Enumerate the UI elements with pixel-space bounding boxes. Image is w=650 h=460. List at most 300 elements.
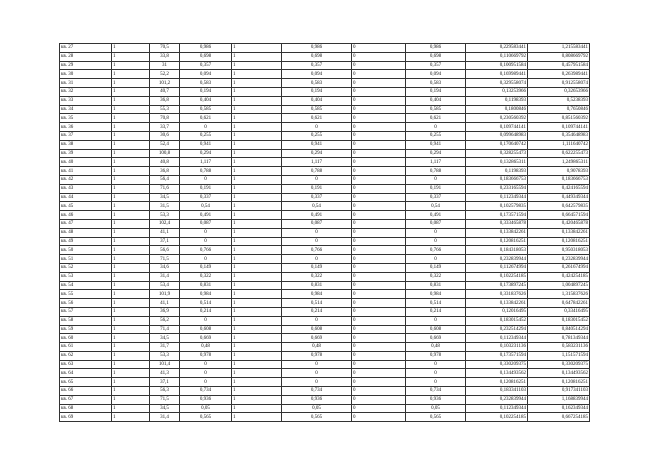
row-label-cell: кв. 30 <box>60 70 112 79</box>
table-cell: 0 <box>282 360 352 369</box>
row-label-cell: кв. 44 <box>60 193 112 202</box>
table-cell: 0,112349344 <box>466 334 528 343</box>
table-cell: 0,669 <box>180 334 232 343</box>
table-cell: 0,112349344 <box>466 404 528 413</box>
table-cell: 1 <box>112 334 150 343</box>
table-cell: 1 <box>112 237 150 246</box>
row-label-cell: кв. 51 <box>60 255 112 264</box>
table-cell: 0 <box>282 316 352 325</box>
table-cell: 1 <box>112 140 150 149</box>
table-row <box>60 387 590 396</box>
table-cell: 0,149 <box>180 263 232 272</box>
row-label-cell: кв. 62 <box>60 351 112 360</box>
table-cell: 0,05 <box>282 404 352 413</box>
table-cell: 0,766 <box>282 246 352 255</box>
table-cell: 0 <box>180 255 232 264</box>
table-cell: 1 <box>232 404 282 413</box>
table-cell: 1,315837626 <box>528 290 590 299</box>
table-cell: 1 <box>232 351 282 360</box>
data-table <box>59 43 590 422</box>
table-cell: 0 <box>352 351 406 360</box>
table-row <box>60 167 590 176</box>
table-cell: 0,102579835 <box>466 202 528 211</box>
table-cell: 0,103231136 <box>466 343 528 352</box>
table-cell: 0 <box>406 316 466 325</box>
table-cell: 0,191 <box>180 184 232 193</box>
table-cell: 0,781349344 <box>528 334 590 343</box>
table-cell: 1 <box>232 158 282 167</box>
table-cell: 0,112674994 <box>466 263 528 272</box>
table-cell: 0,05 <box>180 404 232 413</box>
row-label-cell: кв. 36 <box>60 123 112 132</box>
table-cell: 1 <box>112 413 150 422</box>
table-cell: 36,8 <box>150 96 180 105</box>
table-cell: 0,214 <box>406 307 466 316</box>
table-cell: 1 <box>232 202 282 211</box>
table-cell: 1 <box>112 290 150 299</box>
table-cell: 0,608 <box>406 325 466 334</box>
table-cell: 0 <box>406 360 466 369</box>
table-row <box>60 360 590 369</box>
table-row <box>60 334 590 343</box>
table-cell: 0 <box>352 184 406 193</box>
table-cell: 1 <box>112 281 150 290</box>
table-cell: 1 <box>112 395 150 404</box>
table-cell: 0,622255473 <box>528 149 590 158</box>
table-cell: 34,5 <box>150 334 180 343</box>
row-label-cell: кв. 48 <box>60 228 112 237</box>
table-cell: 0,261674994 <box>528 263 590 272</box>
row-label-cell: кв. 61 <box>60 343 112 352</box>
table-cell: 0,583 <box>180 79 232 88</box>
table-cell: 0,194 <box>180 87 232 96</box>
table-cell: 0 <box>352 114 406 123</box>
table-row <box>60 158 590 167</box>
table-cell: 0,109744141 <box>466 123 528 132</box>
table-cell: 0 <box>352 334 406 343</box>
table-cell: 1 <box>112 255 150 264</box>
table-cell: 0,094 <box>406 70 466 79</box>
table-cell: 102,4 <box>150 219 180 228</box>
table-cell: 40,8 <box>150 158 180 167</box>
table-cell: 1 <box>112 123 150 132</box>
table-cell: 0,120816251 <box>466 237 528 246</box>
table-cell: 1,215583441 <box>528 44 590 53</box>
row-label-cell: кв. 60 <box>60 334 112 343</box>
table-cell: 1,168839944 <box>528 395 590 404</box>
table-row <box>60 343 590 352</box>
table-cell: 1 <box>232 334 282 343</box>
table-cell: 33,7 <box>150 123 180 132</box>
table-cell: 101,4 <box>150 360 180 369</box>
row-label-cell: кв. 32 <box>60 87 112 96</box>
table-cell: 0,328255473 <box>466 149 528 158</box>
table-cell: 0,54 <box>180 202 232 211</box>
table-cell: 0 <box>352 105 406 114</box>
table-row <box>60 263 590 272</box>
table-cell: 56,2 <box>150 316 180 325</box>
table-cell: 1 <box>232 105 282 114</box>
table-cell: 0,133842261 <box>466 299 528 308</box>
table-cell: 0,941 <box>180 140 232 149</box>
table-row <box>60 114 590 123</box>
table-cell: 0 <box>352 149 406 158</box>
table-cell: 1 <box>112 44 150 53</box>
table-cell: 33,8 <box>150 52 180 61</box>
row-label-cell: кв. 57 <box>60 307 112 316</box>
row-label-cell: кв. 35 <box>60 114 112 123</box>
table-row <box>60 413 590 422</box>
table-cell: 0,32653966 <box>528 87 590 96</box>
table-cell: 0 <box>406 123 466 132</box>
table-cell: 0,583 <box>282 79 352 88</box>
table-row <box>60 395 590 404</box>
row-label-cell: кв. 64 <box>60 369 112 378</box>
table-cell: 0,514 <box>180 299 232 308</box>
table-cell: 0,354648983 <box>528 131 590 140</box>
table-cell: 1,151571594 <box>528 351 590 360</box>
table-cell: 0 <box>406 175 466 184</box>
table-cell: 0,565 <box>180 413 232 422</box>
table-cell: 0,788 <box>406 167 466 176</box>
table-cell: 0,183015452 <box>466 316 528 325</box>
table-cell: 0,831 <box>282 281 352 290</box>
table-cell: 0,183341103 <box>466 387 528 396</box>
row-label-cell: кв. 49 <box>60 237 112 246</box>
table-cell: 0,229583441 <box>466 44 528 53</box>
row-label-cell: кв. 66 <box>60 387 112 396</box>
table-cell: 1 <box>112 52 150 61</box>
row-label-cell: кв. 31 <box>60 79 112 88</box>
table-cell: 0 <box>352 281 406 290</box>
table-cell: 0 <box>406 237 466 246</box>
table-cell: 1 <box>112 263 150 272</box>
row-label-cell: кв. 29 <box>60 61 112 70</box>
table-cell: 0 <box>180 360 232 369</box>
table-cell: 0 <box>352 52 406 61</box>
table-cell: 1 <box>112 299 150 308</box>
table-row <box>60 404 590 413</box>
table-cell: 1 <box>112 114 150 123</box>
table-cell: 0 <box>352 395 406 404</box>
table-cell: 0 <box>282 369 352 378</box>
table-cell: 1 <box>112 149 150 158</box>
table-cell: 0,457951584 <box>528 61 590 70</box>
table-cell: 0,831 <box>406 281 466 290</box>
table-cell: 0,984 <box>282 290 352 299</box>
table-cell: 1 <box>112 70 150 79</box>
table-cell: 0 <box>352 413 406 422</box>
table-cell: 0,941 <box>406 140 466 149</box>
table-cell: 1 <box>232 360 282 369</box>
table-cell: 31 <box>150 61 180 70</box>
table-cell: 0,214 <box>180 307 232 316</box>
row-label-cell: кв. 42 <box>60 175 112 184</box>
table-cell: 1 <box>112 61 150 70</box>
table-row <box>60 307 590 316</box>
table-cell: 0,978 <box>406 351 466 360</box>
table-cell: 31,5 <box>150 202 180 211</box>
table-cell: 0,133842261 <box>466 228 528 237</box>
table-cell: 101,2 <box>150 79 180 88</box>
table-cell: 0 <box>180 316 232 325</box>
table-cell: 1 <box>232 167 282 176</box>
table-cell: 0,087 <box>282 219 352 228</box>
table-cell: 0,05 <box>406 404 466 413</box>
table-cell: 0,12016495 <box>466 307 528 316</box>
row-label-cell: кв. 53 <box>60 272 112 281</box>
table-cell: 1 <box>232 44 282 53</box>
table-cell: 0,255 <box>282 131 352 140</box>
table-cell: 0,788 <box>282 167 352 176</box>
table-cell: 0,294 <box>406 149 466 158</box>
table-cell: 31,4 <box>150 413 180 422</box>
table-cell: 0,514 <box>406 299 466 308</box>
table-cell: 1 <box>112 219 150 228</box>
table-cell: 0,184318053 <box>466 246 528 255</box>
table-cell: 0,357 <box>282 61 352 70</box>
table-cell: 0,183666753 <box>528 175 590 184</box>
table-cell: 41,1 <box>150 299 180 308</box>
table-row <box>60 193 590 202</box>
table-cell: 37,1 <box>150 237 180 246</box>
table-cell: 0,941 <box>282 140 352 149</box>
table-cell: 1 <box>112 202 150 211</box>
table-cell: 0,766 <box>406 246 466 255</box>
table-cell: 0,9078393 <box>528 167 590 176</box>
row-label-cell: кв. 68 <box>60 404 112 413</box>
row-label-cell: кв. 47 <box>60 219 112 228</box>
table-cell: 0,120816251 <box>528 237 590 246</box>
row-label-cell: кв. 52 <box>60 263 112 272</box>
table-cell: 0,120816251 <box>466 378 528 387</box>
table-cell: 0,851560392 <box>528 114 590 123</box>
table-cell: 0,331837626 <box>466 290 528 299</box>
table-cell: 0,7650846 <box>528 105 590 114</box>
table-cell: 0 <box>352 193 406 202</box>
table-cell: 36,9 <box>150 307 180 316</box>
table-cell: 0,608 <box>282 325 352 334</box>
table-cell: 0,936 <box>180 395 232 404</box>
table-cell: 0 <box>352 325 406 334</box>
table-cell: 0,978 <box>180 351 232 360</box>
table-cell: 0 <box>352 175 406 184</box>
table-cell: 0,109744141 <box>528 123 590 132</box>
row-label-cell: кв. 63 <box>60 360 112 369</box>
table-cell: 0,330209375 <box>466 360 528 369</box>
table-cell: 1 <box>112 351 150 360</box>
table-cell: 1 <box>232 343 282 352</box>
table-row <box>60 325 590 334</box>
table-cell: 0,608 <box>180 325 232 334</box>
table-cell: 0,936 <box>282 395 352 404</box>
table-row <box>60 44 590 53</box>
table-cell: 0,583231136 <box>528 343 590 352</box>
table-row <box>60 378 590 387</box>
table-cell: 1 <box>232 316 282 325</box>
table-cell: 0,808669792 <box>528 52 590 61</box>
table-cell: 1 <box>232 87 282 96</box>
table-cell: 0 <box>352 237 406 246</box>
table-cell: 1 <box>112 228 150 237</box>
table-cell: 0,263989441 <box>528 70 590 79</box>
table-cell: 0,173571594 <box>466 351 528 360</box>
row-label-cell: кв. 37 <box>60 131 112 140</box>
table-cell: 1 <box>112 369 150 378</box>
table-cell: 0,621 <box>282 114 352 123</box>
table-cell: 0,936 <box>406 395 466 404</box>
table-cell: 0,322 <box>406 272 466 281</box>
table-cell: 0,404 <box>406 96 466 105</box>
table-cell: 0,337 <box>406 193 466 202</box>
table-cell: 52,4 <box>150 140 180 149</box>
table-cell: 1 <box>112 325 150 334</box>
table-cell: 0,669 <box>406 334 466 343</box>
row-label-cell: кв. 40 <box>60 158 112 167</box>
row-label-cell: кв. 59 <box>60 325 112 334</box>
table-cell: 1 <box>112 87 150 96</box>
table-row <box>60 211 590 220</box>
table-cell: 0,149 <box>282 263 352 272</box>
table-cell: 1 <box>232 281 282 290</box>
table-cell: 0,094 <box>180 70 232 79</box>
table-cell: 0,337 <box>282 193 352 202</box>
table-row <box>60 79 590 88</box>
table-cell: 0,13253966 <box>466 87 528 96</box>
table-cell: 0,984 <box>406 290 466 299</box>
table-row <box>60 299 590 308</box>
table-cell: 0,565 <box>282 413 352 422</box>
table-cell: 1 <box>112 167 150 176</box>
table-cell: 0 <box>352 96 406 105</box>
table-cell: 0,48 <box>180 343 232 352</box>
table-cell: 0,169989441 <box>466 70 528 79</box>
table-cell: 1 <box>232 325 282 334</box>
table-cell: 1 <box>112 105 150 114</box>
table-cell: 1 <box>232 255 282 264</box>
table-cell: 1 <box>232 131 282 140</box>
table-cell: 0 <box>352 316 406 325</box>
table-row <box>60 246 590 255</box>
table-cell: 1 <box>232 219 282 228</box>
table-cell: 1 <box>112 246 150 255</box>
table-cell: 71,5 <box>150 255 180 264</box>
table-cell: 1 <box>112 378 150 387</box>
table-cell: 0,491 <box>406 211 466 220</box>
table-cell: 0 <box>352 307 406 316</box>
table-row <box>60 70 590 79</box>
table-cell: 0,986 <box>180 44 232 53</box>
table-cell: 34,5 <box>150 193 180 202</box>
table-cell: 0,585 <box>282 105 352 114</box>
table-cell: 0,183015452 <box>528 316 590 325</box>
table-cell: 0,840514294 <box>528 325 590 334</box>
table-cell: 71,5 <box>150 395 180 404</box>
table-cell: 0 <box>352 255 406 264</box>
row-label-cell: кв. 67 <box>60 395 112 404</box>
table-cell: 0,664571594 <box>528 211 590 220</box>
table-cell: 1 <box>232 299 282 308</box>
table-cell: 0,194 <box>282 87 352 96</box>
table-cell: 56,4 <box>150 175 180 184</box>
table-cell: 0 <box>352 202 406 211</box>
table-cell: 0 <box>352 219 406 228</box>
table-cell: 0,232839944 <box>528 255 590 264</box>
table-cell: 0,647842261 <box>528 299 590 308</box>
table-cell: 0,110669792 <box>466 52 528 61</box>
table-cell: 0,424254185 <box>528 272 590 281</box>
table-cell: 0 <box>406 369 466 378</box>
table-cell: 0,912558074 <box>528 79 590 88</box>
table-cell: 0 <box>352 387 406 396</box>
table-cell: 0,173897245 <box>466 281 528 290</box>
table-cell: 1 <box>112 175 150 184</box>
table-cell: 0,134493562 <box>466 369 528 378</box>
table-cell: 1,004897245 <box>528 281 590 290</box>
table-cell: 0,48 <box>282 343 352 352</box>
table-cell: 0 <box>352 87 406 96</box>
table-row <box>60 87 590 96</box>
table-cell: 1 <box>112 404 150 413</box>
table-row <box>60 105 590 114</box>
table-cell: 1 <box>112 387 150 396</box>
table-cell: 0,149 <box>406 263 466 272</box>
table-cell: 0,950318053 <box>528 246 590 255</box>
table-cell: 0,986 <box>282 44 352 53</box>
table-cell: 41,1 <box>150 228 180 237</box>
table-cell: 0,094 <box>282 70 352 79</box>
row-label-cell: кв. 39 <box>60 149 112 158</box>
table-row <box>60 351 590 360</box>
table-cell: 1,117 <box>282 158 352 167</box>
table-cell: 0 <box>352 228 406 237</box>
table-cell: 1 <box>232 228 282 237</box>
table-body <box>60 44 590 422</box>
table-cell: 0 <box>406 228 466 237</box>
table-cell: 0,667254185 <box>528 413 590 422</box>
table-cell: 70,8 <box>150 114 180 123</box>
table-row <box>60 272 590 281</box>
table-cell: 1 <box>112 211 150 220</box>
table-cell: 0,102254185 <box>466 272 528 281</box>
table-cell: 0,214 <box>282 307 352 316</box>
row-label-cell: кв. 33 <box>60 96 112 105</box>
table-cell: 0 <box>352 404 406 413</box>
table-cell: 1 <box>232 307 282 316</box>
table-cell: 0,322 <box>180 272 232 281</box>
table-cell: 0,102254185 <box>466 413 528 422</box>
table-cell: 31,7 <box>150 343 180 352</box>
table-cell: 0,173571594 <box>466 211 528 220</box>
table-cell: 1 <box>232 184 282 193</box>
table-cell: 1 <box>232 211 282 220</box>
row-label-cell: кв. 56 <box>60 299 112 308</box>
table-cell: 0 <box>352 61 406 70</box>
table-cell: 0,831 <box>180 281 232 290</box>
table-cell: 40,7 <box>150 87 180 96</box>
table-cell: 0 <box>180 175 232 184</box>
table-cell: 0,585 <box>406 105 466 114</box>
table-cell: 0,917341103 <box>528 387 590 396</box>
table-cell: 1,117 <box>180 158 232 167</box>
row-label-cell: кв. 28 <box>60 52 112 61</box>
table-cell: 0,698 <box>282 52 352 61</box>
table-cell: 0 <box>352 79 406 88</box>
table-cell: 0,48 <box>406 343 466 352</box>
table-cell: 0,133842261 <box>528 228 590 237</box>
table-row <box>60 149 590 158</box>
table-cell: 0,099648983 <box>466 131 528 140</box>
